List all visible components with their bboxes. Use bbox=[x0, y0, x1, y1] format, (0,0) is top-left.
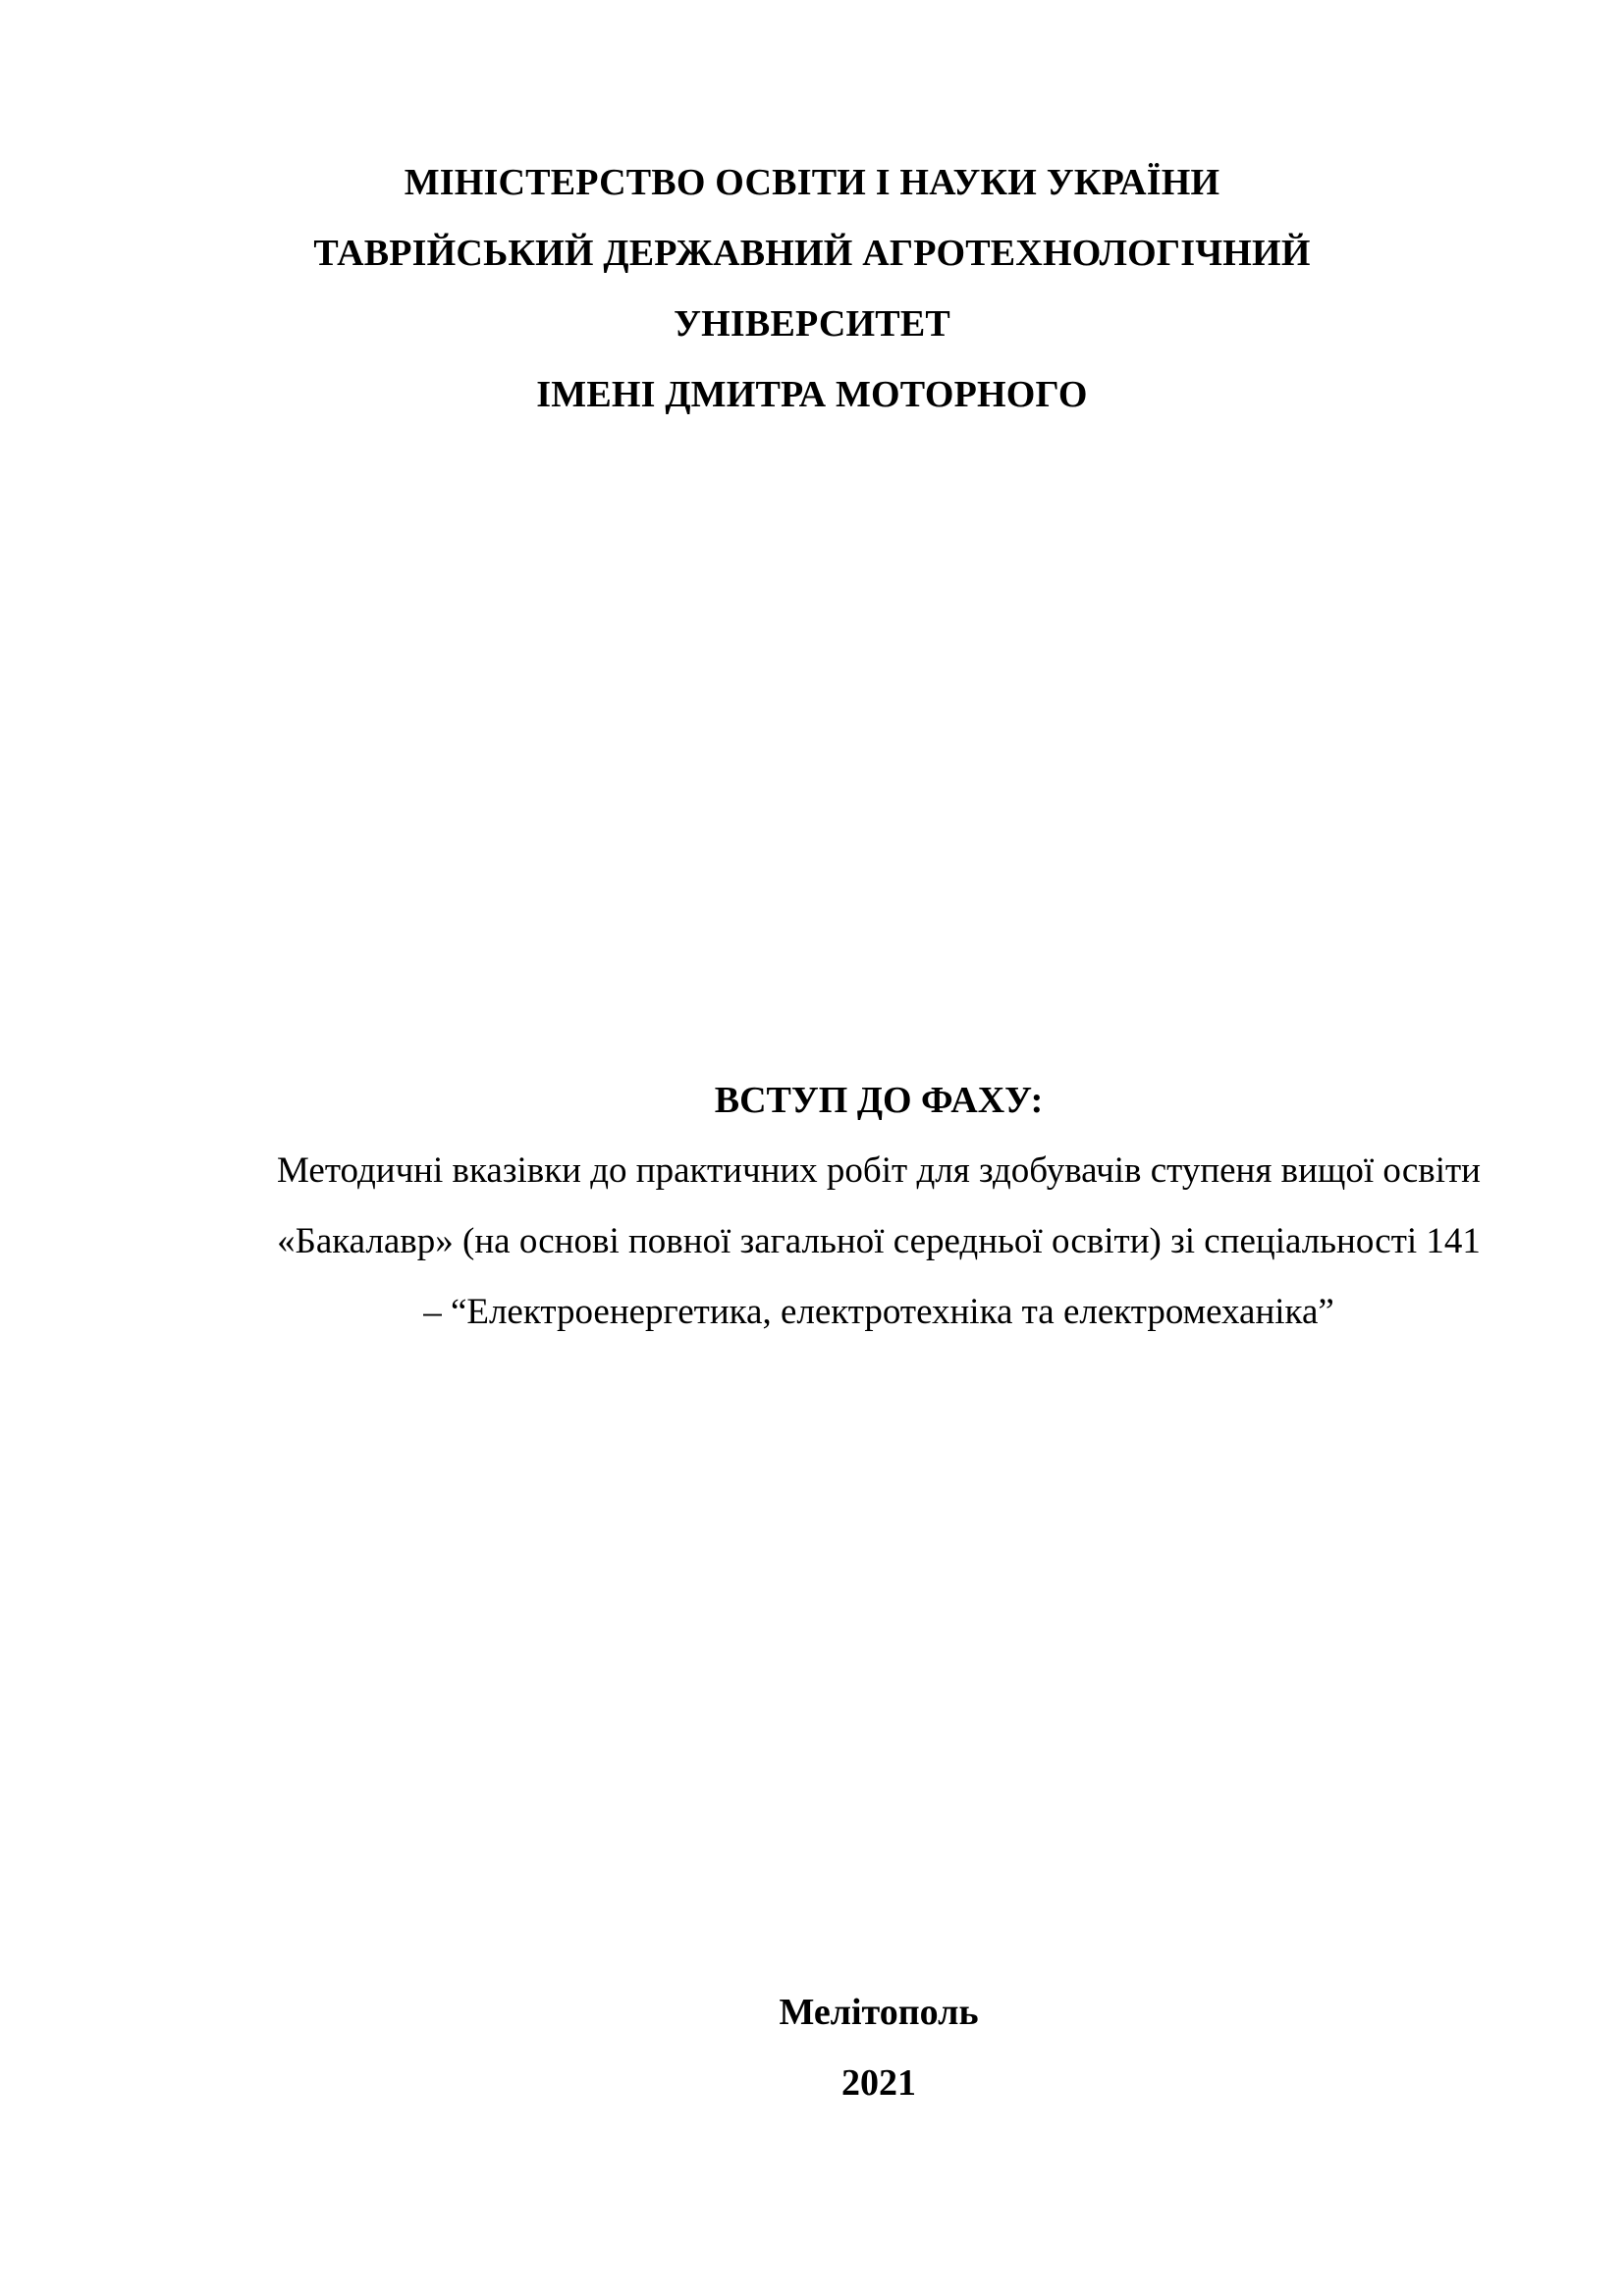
document-description-line-1: Методичні вказівки до практичних робіт для здобувачів ступеня вищої освіти bbox=[277, 1150, 1481, 1191]
publication-footer bbox=[0, 1977, 1624, 2118]
document-description-line-3: – “Електроенергетика, електротехніка та електромеханіка” bbox=[423, 1292, 1334, 1332]
document-title: ВСТУП ДО ФАХУ: bbox=[714, 1080, 1044, 1121]
publication-year: 2021 bbox=[841, 2062, 916, 2104]
document-title-block bbox=[196, 1065, 1561, 1348]
publication-city: Мелітополь bbox=[779, 1992, 979, 2033]
university-name-line-1: ТАВРІЙСЬКИЙ ДЕРЖАВНИЙ АГРОТЕХНОЛОГІЧНИЙ bbox=[313, 233, 1311, 274]
ministry-name: МІНІСТЕРСТВО ОСВІТИ І НАУКИ УКРАЇНИ bbox=[404, 162, 1220, 203]
university-name-line-2: УНІВЕРСИТЕТ bbox=[674, 303, 950, 345]
institution-header bbox=[0, 147, 1624, 430]
university-name-line-3: ІМЕНІ ДМИТРА МОТОРНОГО bbox=[536, 374, 1088, 415]
document-description-line-2: «Бакалавр» (на основі повної загальної середньої освіти) зі спеціальності 141 bbox=[277, 1221, 1481, 1261]
